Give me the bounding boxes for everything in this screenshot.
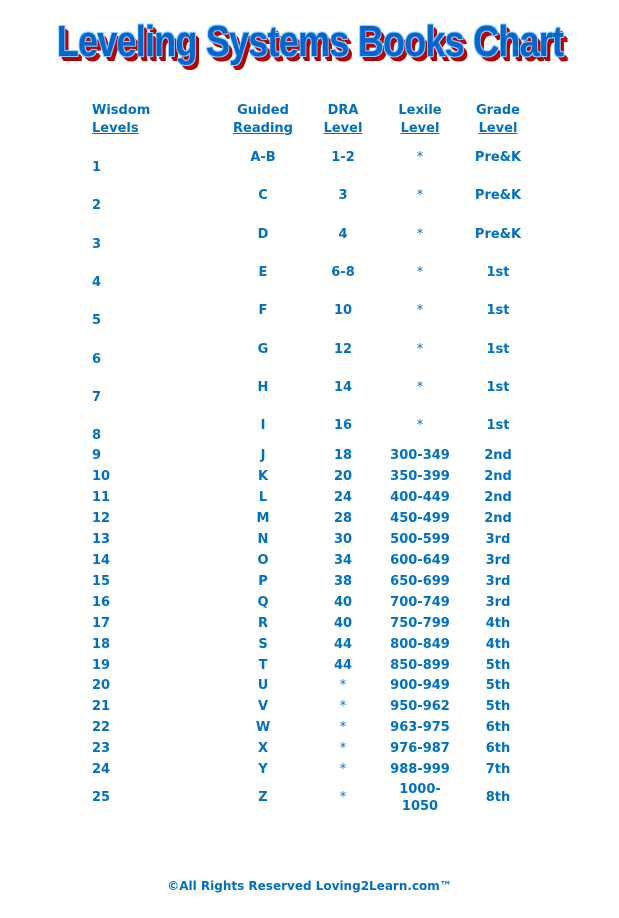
cell-lexile-level: 800-849	[390, 636, 450, 652]
cell-dra-level: 3	[338, 188, 348, 204]
cell-guided-reading: O	[257, 552, 269, 568]
cell-wisdom-level: 4	[92, 274, 102, 290]
cell-lexile-level: *	[416, 226, 424, 242]
cell-lexile-level: *	[416, 379, 424, 395]
cell-wisdom-level: 7	[92, 389, 102, 405]
cell-grade-level: 5th	[485, 699, 511, 715]
cell-grade-level: 2nd	[484, 489, 512, 505]
header-guided-reading: Guided	[237, 103, 289, 118]
cell-grade-level: 5th	[485, 678, 511, 694]
cell-grade-level: 3rd	[485, 531, 511, 547]
cell-lexile-level: 988-999	[390, 762, 450, 778]
cell-lexile-level: 500-599	[390, 531, 450, 547]
cell-dra-level: 10	[333, 303, 353, 319]
cell-dra-level: 44	[333, 636, 353, 652]
cell-guided-reading: Z	[258, 790, 268, 805]
cell-wisdom-level: 19	[92, 657, 111, 673]
page-title: Leveling Systems Books Chart	[56, 17, 563, 66]
cell-guided-reading: M	[256, 510, 270, 526]
cell-lexile-level: 300-349	[390, 448, 450, 463]
cell-grade-level: 7th	[485, 762, 511, 778]
cell-wisdom-level: 20	[92, 678, 111, 694]
header-wisdom-level: Wisdom	[92, 103, 151, 118]
cell-guided-reading: X	[257, 741, 269, 757]
cell-lexile-level: 900-949	[390, 678, 450, 694]
cell-lexile-level: *	[416, 150, 424, 165]
header-guided-reading-sub: Reading	[233, 121, 293, 136]
cell-guided-reading: V	[257, 699, 269, 715]
cell-wisdom-level: 16	[92, 594, 111, 610]
cell-lexile-level: 450-499	[390, 510, 450, 526]
cell-wisdom-level: 2	[92, 198, 102, 214]
cell-wisdom-level: 9	[92, 448, 102, 463]
cell-guided-reading: C	[258, 188, 268, 204]
cell-wisdom-level: 15	[92, 573, 111, 589]
cell-lexile-level: 650-699	[390, 573, 450, 589]
header-wisdom-level-sub: Levels	[92, 121, 139, 136]
cell-wisdom-level: 14	[92, 552, 111, 568]
header-dra-level-sub: Level	[323, 121, 363, 136]
cell-guided-reading: L	[258, 489, 268, 505]
cell-grade-level: 1st	[486, 341, 510, 357]
cell-guided-reading: A-B	[250, 150, 276, 165]
cell-guided-reading: Q	[257, 594, 269, 610]
cell-wisdom-level: 22	[92, 720, 111, 736]
cell-grade-level: Pre&K	[474, 188, 522, 204]
cell-lexile-level: 976-987	[390, 741, 450, 757]
copyright-footer: ©All Rights Reserved Loving2Learn.com™	[167, 879, 452, 893]
cell-guided-reading: E	[258, 264, 268, 280]
cell-dra-level: 1-2	[331, 150, 355, 165]
cell-wisdom-level: 1	[92, 160, 102, 175]
cell-guided-reading: J	[260, 448, 266, 463]
cell-lexile-level: 963-975	[390, 720, 450, 736]
cell-wisdom-level: 11	[92, 489, 111, 505]
cell-wisdom-level: 23	[92, 741, 111, 757]
cell-dra-level: 20	[333, 468, 353, 484]
cell-lexile-level: 1000- 1050	[399, 782, 441, 814]
header-lexile-level: Lexile	[398, 103, 442, 118]
cell-grade-level: 4th	[485, 636, 511, 652]
cell-lexile-level: *	[416, 341, 424, 357]
cell-dra-level: 38	[333, 573, 353, 589]
header-lexile-level-sub: Level	[400, 121, 440, 136]
cell-grade-level: 3rd	[485, 552, 511, 568]
cell-lexile-level: *	[416, 303, 424, 319]
cell-dra-level: 6-8	[331, 264, 355, 280]
cell-wisdom-level: 25	[92, 790, 111, 805]
cell-grade-level: 2nd	[484, 448, 512, 463]
cell-dra-level: 30	[333, 531, 353, 547]
cell-dra-level: 24	[333, 489, 353, 505]
cell-guided-reading: T	[258, 657, 268, 673]
cell-dra-level: 34	[333, 552, 353, 568]
cell-grade-level: 3rd	[485, 573, 511, 589]
cell-dra-level: 4	[338, 226, 348, 242]
cell-guided-reading: H	[257, 379, 269, 395]
cell-guided-reading: N	[257, 531, 269, 547]
cell-dra-level: 40	[333, 615, 353, 631]
cell-guided-reading: U	[257, 678, 269, 694]
cell-dra-level: 18	[333, 448, 353, 463]
cell-wisdom-level: 3	[92, 236, 102, 252]
cell-guided-reading: K	[257, 468, 269, 484]
cell-wisdom-level: 24	[92, 762, 111, 778]
cell-dra-level: 14	[333, 379, 353, 395]
cell-grade-level: 4th	[485, 615, 511, 631]
cell-lexile-level: 600-649	[390, 552, 450, 568]
cell-wisdom-level: 21	[92, 699, 111, 715]
cell-guided-reading: G	[257, 341, 269, 357]
cell-lexile-level: *	[416, 264, 424, 280]
cell-dra-level: 28	[333, 510, 353, 526]
cell-grade-level: 1st	[486, 379, 510, 395]
cell-dra-level: 44	[333, 657, 353, 673]
cell-grade-level: 1st	[486, 264, 510, 280]
cell-lexile-level: *	[416, 418, 424, 434]
cell-grade-level: 2nd	[484, 468, 512, 484]
cell-lexile-level: 350-399	[390, 468, 450, 484]
cell-guided-reading: W	[255, 720, 271, 736]
cell-lexile-level: 750-799	[390, 615, 450, 631]
cell-lexile-level: 850-899	[390, 657, 450, 673]
cell-dra-level: *	[339, 762, 347, 778]
cell-grade-level: 1st	[486, 418, 510, 434]
cell-guided-reading: F	[258, 303, 268, 319]
cell-dra-level: *	[339, 678, 347, 694]
cell-dra-level: *	[339, 699, 347, 715]
cell-wisdom-level: 13	[92, 531, 111, 547]
cell-wisdom-level: 6	[92, 351, 102, 367]
cell-grade-level: 6th	[485, 741, 511, 757]
cell-guided-reading: R	[257, 615, 269, 631]
cell-wisdom-level: 5	[92, 313, 102, 329]
cell-dra-level: 12	[333, 341, 353, 357]
cell-lexile-level: 950-962	[390, 699, 450, 715]
cell-dra-level: 16	[333, 418, 353, 434]
cell-wisdom-level: 17	[92, 615, 111, 631]
cell-guided-reading: P	[258, 573, 268, 589]
cell-guided-reading: Y	[258, 762, 268, 778]
cell-dra-level: *	[339, 741, 347, 757]
cell-lexile-level: 700-749	[390, 594, 450, 610]
cell-guided-reading: S	[258, 636, 268, 652]
header-grade-level-sub: Level	[478, 121, 518, 136]
cell-wisdom-level: 10	[92, 468, 111, 484]
cell-lexile-level: 400-449	[390, 489, 450, 505]
cell-grade-level: 8th	[485, 790, 511, 805]
cell-dra-level: *	[339, 790, 347, 805]
cell-grade-level: Pre&K	[474, 150, 522, 165]
cell-grade-level: 5th	[485, 657, 511, 673]
header-grade-level: Grade	[476, 103, 520, 118]
cell-guided-reading: I	[260, 418, 266, 434]
cell-dra-level: 40	[333, 594, 353, 610]
cell-grade-level: 1st	[486, 303, 510, 319]
cell-grade-level: Pre&K	[474, 226, 522, 242]
cell-dra-level: *	[339, 720, 347, 736]
cell-grade-level: 3rd	[485, 594, 511, 610]
cell-wisdom-level: 18	[92, 636, 111, 652]
cell-lexile-level: *	[416, 188, 424, 204]
cell-wisdom-level: 12	[92, 510, 111, 526]
cell-guided-reading: D	[257, 226, 269, 242]
cell-wisdom-level: 8	[92, 428, 102, 444]
cell-grade-level: 6th	[485, 720, 511, 736]
cell-grade-level: 2nd	[484, 510, 512, 526]
header-dra-level: DRA	[327, 103, 359, 118]
